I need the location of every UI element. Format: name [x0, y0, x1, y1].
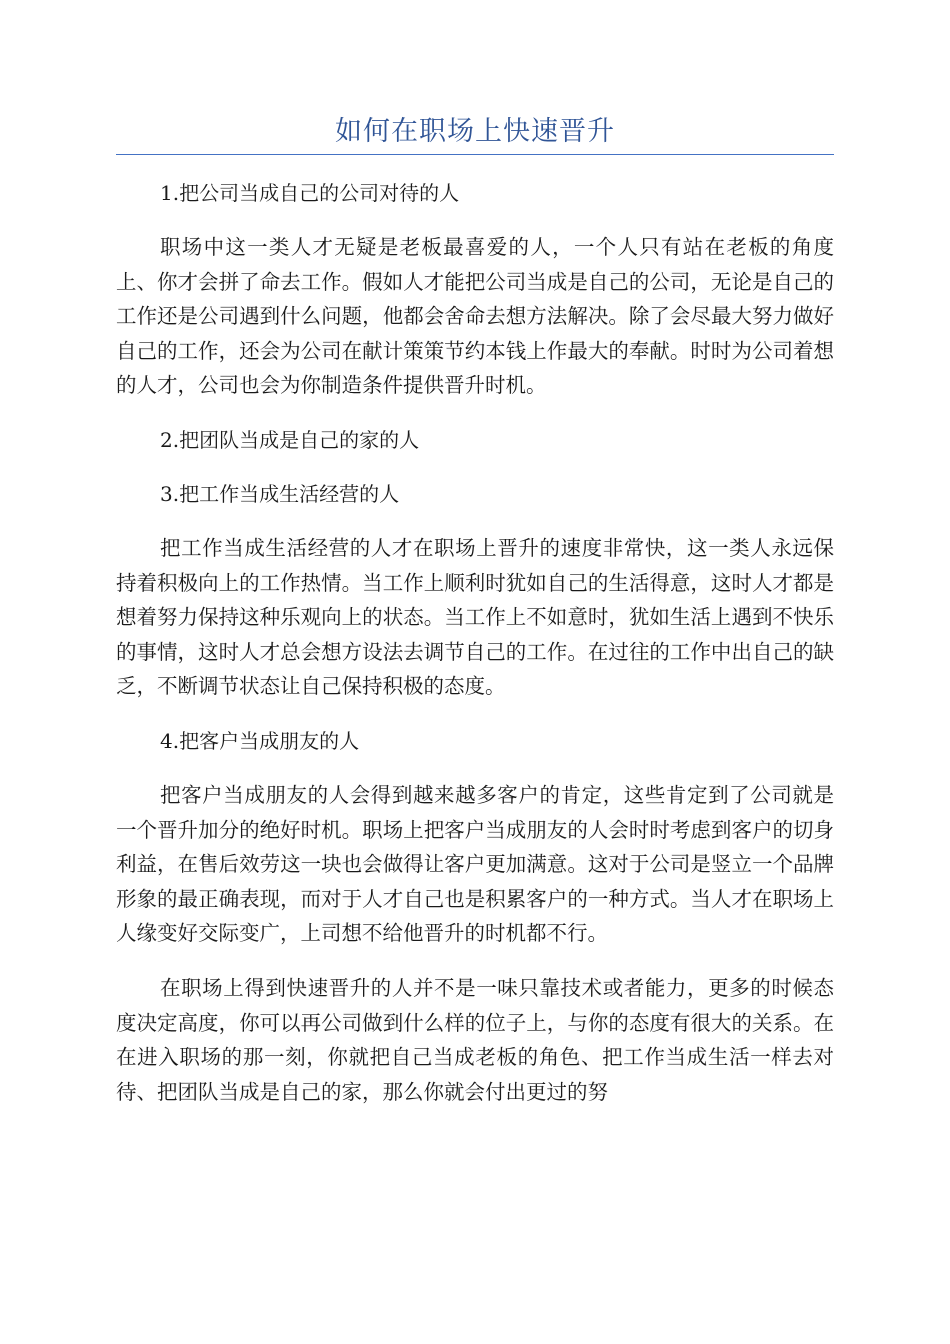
section-heading-4: 4.把客户当成朋友的人	[160, 728, 360, 753]
paragraph-conclusion: 在职场上得到快速晋升的人并不是一味只靠技术或者能力，更多的时候态度决定高度，你可以再公司做到什么样的位子上，与你的态度有很大的关系。在在进入职场的那一刻，你就把自己当成老板的角色、把工作当成生活一样去对待、把团队当成是自己的家，那么你就会付出更过的努	[116, 975, 834, 1104]
section-heading-1: 1.把公司当成自己的公司对待的人	[160, 181, 460, 205]
paragraph-3: 把工作当成生活经营的人才在职场上晋升的速度非常快，这一类人永远保持着积极向上的工作热情。当工作上顺利时犹如自己的生活得意，这时人才都是想着努力保持这种乐观向上的状态。当工作上不如意时，犹如生活上遇到不快乐的事情，这时人才总会想方设法去调节自己的工作。在过往的工作中出自己的缺乏，不断调节状态让自己保持积极的态度。	[116, 535, 834, 699]
section-heading-2: 2.把团队当成是自己的家的人	[160, 427, 420, 452]
document-body	[116, 176, 834, 1109]
paragraph-4: 把客户当成朋友的人会得到越来越多客户的肯定，这些肯定到了公司就是一个晋升加分的绝好时机。职场上把客户当成朋友的人会时时考虑到客户的切身利益，在售后效劳这一块也会做得让客户更加满意。这对于公司是竖立一个品牌形象的最正确表现，而对于人才自己也是积累客户的一种方式。当人才在职场上人缘变好交际变广，上司想不给他晋升的时机都不行。	[116, 782, 834, 946]
title-underline	[116, 154, 834, 155]
paragraph-1: 职场中这一类人才无疑是老板最喜爱的人，一个人只有站在老板的角度上、你才会拼了命去工作。假如人才能把公司当成是自己的公司，无论是自己的工作还是公司遇到什么问题，他都会舍命去想方法解决。除了会尽最大努力做好自己的工作，还会为公司在献计策策节约本钱上作最大的奉献。时时为公司着想的人才，公司也会为你制造条件提供晋升时机。	[116, 235, 834, 398]
document-title: 如何在职场上快速晋升	[335, 116, 615, 147]
section-heading-3: 3.把工作当成生活经营的人	[160, 481, 400, 506]
